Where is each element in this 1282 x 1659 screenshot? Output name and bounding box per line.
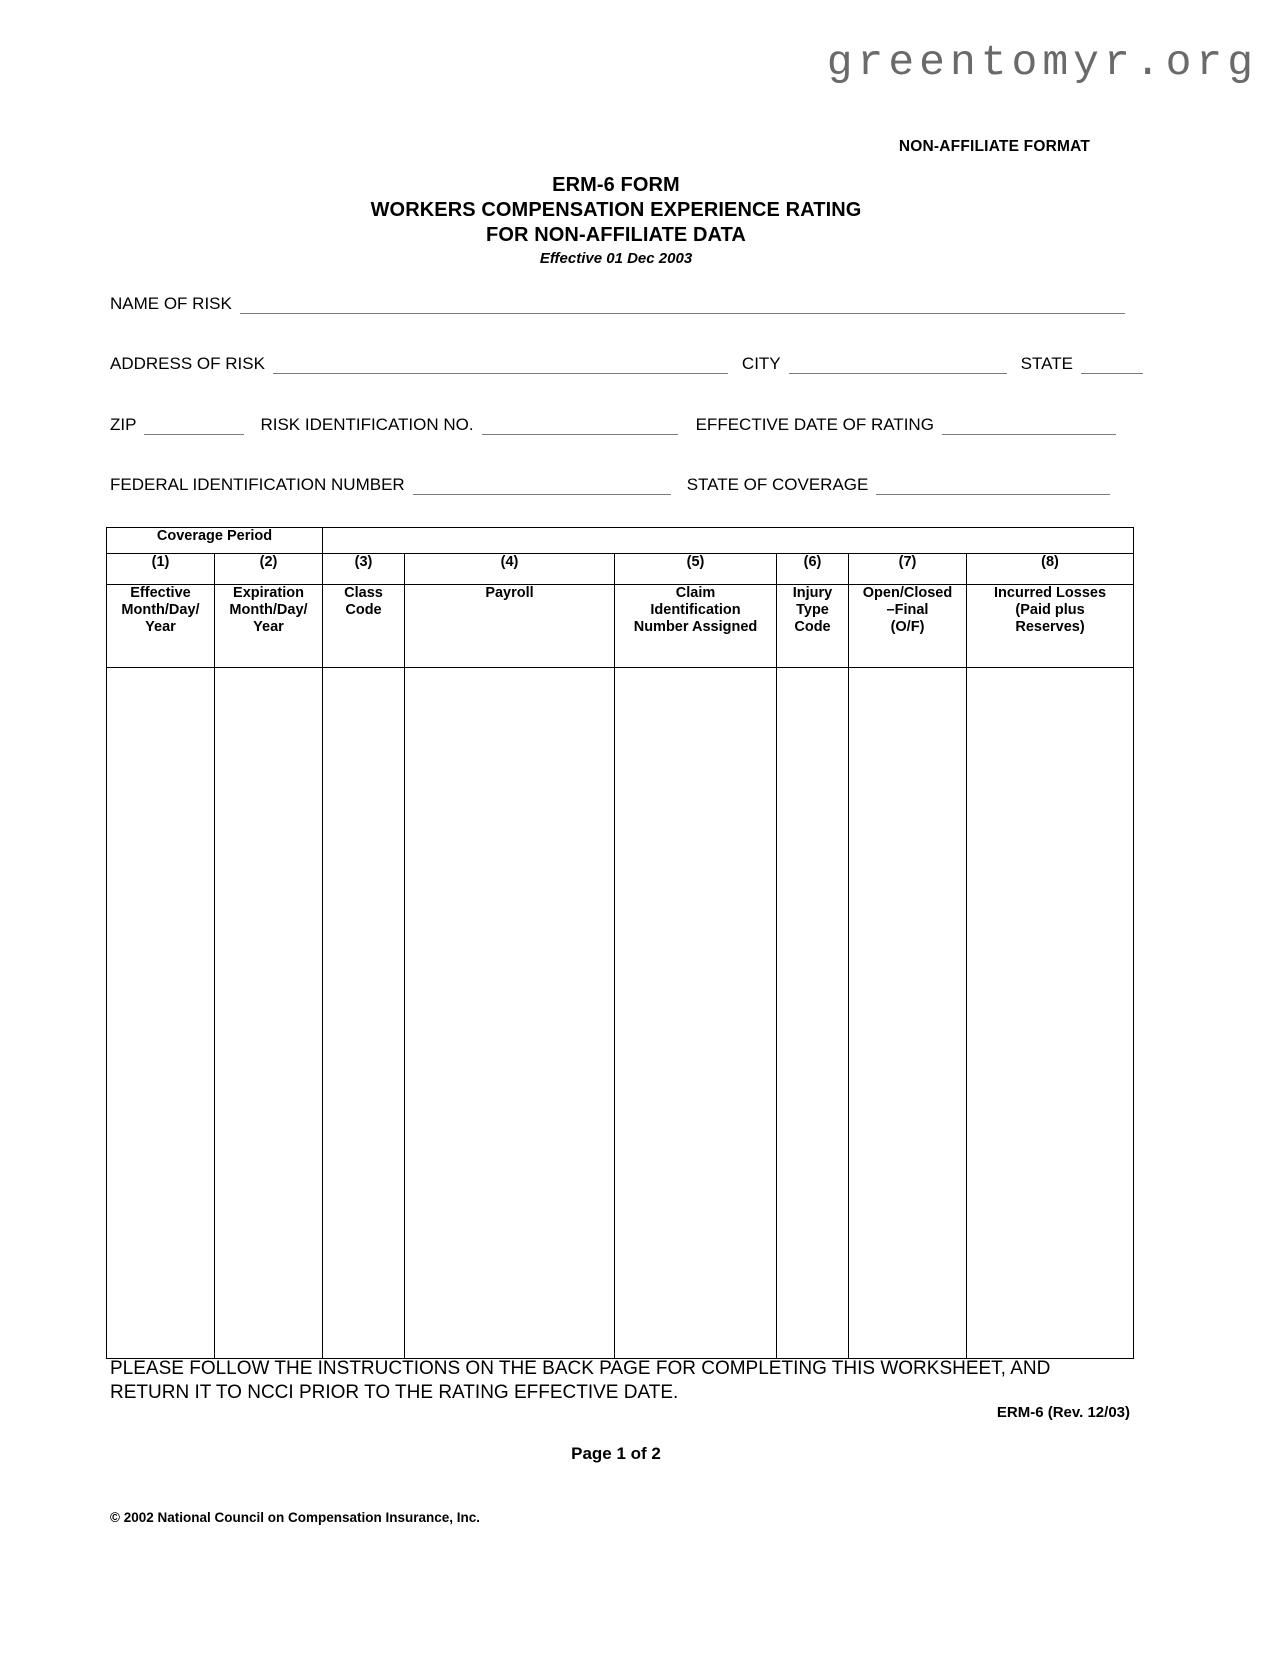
- col-label-claim-id: Claim Identification Number Assigned: [615, 585, 777, 668]
- state-of-coverage-label: STATE OF COVERAGE: [686, 475, 869, 494]
- col-number-8: (8): [967, 554, 1134, 585]
- col-number-1: (1): [107, 554, 215, 585]
- city-input[interactable]: [789, 352, 1007, 374]
- instructions-text: PLEASE FOLLOW THE INSTRUCTIONS ON THE BACK PAGE FOR COMPLETING THIS WORKSHEET, AND RETURN IT TO NCCI PRIOR TO THE RATING EFFECTIVE DATE.: [110, 1358, 1051, 1403]
- city-label: CITY: [741, 354, 781, 373]
- name-of-risk-input[interactable]: [240, 292, 1125, 314]
- table-entry-area-row: [107, 668, 1134, 1359]
- col-number-6: (6): [777, 554, 849, 585]
- page-number: Page 1 of 2: [571, 1444, 661, 1463]
- title-line-3: FOR NON-AFFILIATE DATA: [486, 224, 746, 246]
- entry-cell-incurred-losses[interactable]: [967, 668, 1134, 1359]
- zip-label: ZIP: [110, 415, 137, 434]
- col-label-effective-date: Effective Month/Day/ Year: [107, 585, 215, 668]
- risk-id-input[interactable]: [482, 413, 678, 435]
- col-label-injury-type-code: Injury Type Code: [777, 585, 849, 668]
- table-column-number-row: [107, 554, 1134, 585]
- state-of-coverage-input[interactable]: [876, 473, 1110, 495]
- col-number-3: (3): [323, 554, 405, 585]
- col-number-4: (4): [405, 554, 615, 585]
- entry-cell-expiration-date[interactable]: [215, 668, 323, 1359]
- revision-tag: ERM-6 (Rev. 12/03): [996, 1404, 1130, 1421]
- address-of-risk-input[interactable]: [273, 352, 728, 374]
- col-number-2: (2): [215, 554, 323, 585]
- effective-date-note: Effective 01 Dec 2003: [539, 250, 693, 267]
- effective-date-label: EFFECTIVE DATE OF RATING: [695, 415, 934, 434]
- entry-cell-class-code[interactable]: [323, 668, 405, 1359]
- col-label-expiration-date: Expiration Month/Day/ Year: [215, 585, 323, 668]
- table-column-label-row: [107, 585, 1134, 668]
- entry-cell-injury-type-code[interactable]: [777, 668, 849, 1359]
- format-note: NON-AFFILIATE FORMAT: [898, 138, 1090, 155]
- col-label-payroll: Payroll: [405, 585, 615, 668]
- field-row-federal-id: [110, 473, 1110, 495]
- site-watermark: greentomyr.org: [826, 38, 1258, 87]
- effective-date-input[interactable]: [942, 413, 1116, 435]
- table-group-header-row: [107, 528, 1134, 554]
- coverage-period-header: Coverage Period: [107, 528, 323, 554]
- field-row-zip: [110, 413, 1116, 435]
- title-line-1: ERM-6 FORM: [552, 174, 680, 196]
- entry-cell-open-closed-final[interactable]: [849, 668, 967, 1359]
- col-label-class-code: Class Code: [323, 585, 405, 668]
- col-label-open-closed-final: Open/Closed –Final (O/F): [849, 585, 967, 668]
- state-input[interactable]: [1081, 352, 1143, 374]
- risk-id-label: RISK IDENTIFICATION NO.: [260, 415, 474, 434]
- name-of-risk-label: NAME OF RISK: [110, 294, 232, 313]
- col-label-incurred-losses: Incurred Losses (Paid plus Reserves): [967, 585, 1134, 668]
- col-number-7: (7): [849, 554, 967, 585]
- empty-group-header: [323, 528, 1134, 554]
- copyright-notice: © 2002 National Council on Compensation Insurance, Inc.: [110, 1510, 481, 1525]
- address-of-risk-label: ADDRESS OF RISK: [110, 354, 265, 373]
- entry-cell-payroll[interactable]: [405, 668, 615, 1359]
- federal-id-input[interactable]: [413, 473, 671, 495]
- document-title-block: [0, 173, 1232, 267]
- entry-cell-claim-id[interactable]: [615, 668, 777, 1359]
- state-label: STATE: [1020, 354, 1073, 373]
- title-line-2: WORKERS COMPENSATION EXPERIENCE RATING: [370, 199, 862, 221]
- federal-id-label: FEDERAL IDENTIFICATION NUMBER: [110, 475, 405, 494]
- entry-cell-effective-date[interactable]: [107, 668, 215, 1359]
- field-row-name-of-risk: [110, 292, 1125, 314]
- field-row-address: [110, 352, 1143, 374]
- col-number-5: (5): [615, 554, 777, 585]
- experience-rating-table: [106, 527, 1134, 1359]
- zip-input[interactable]: [144, 413, 244, 435]
